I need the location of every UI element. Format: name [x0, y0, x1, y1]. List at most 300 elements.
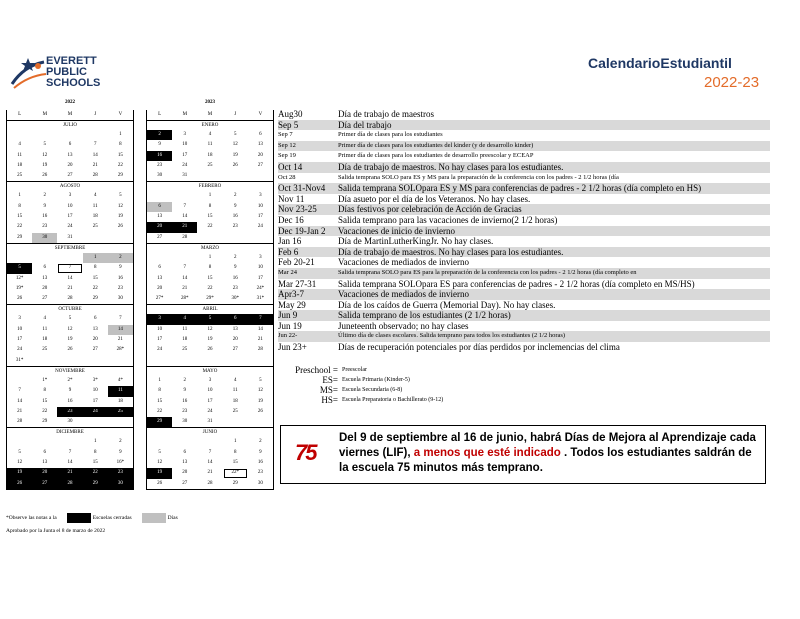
day-cell: 3: [259, 254, 262, 260]
event-row: [278, 236, 770, 247]
day-cell: 7: [248, 314, 273, 324]
day-cell: 31: [182, 173, 188, 179]
day-cell: 12*: [15, 275, 24, 281]
day-cell: [83, 356, 108, 366]
day-cell: 1: [233, 439, 237, 445]
day-cell: 13: [42, 460, 48, 466]
event-row: [278, 120, 770, 131]
day-cell: 19: [257, 398, 263, 404]
day-cell: 30: [117, 296, 123, 302]
event-date: Apr3-7: [278, 289, 304, 300]
day-cell: 21: [207, 470, 213, 476]
week-row: [147, 356, 273, 366]
day-cell: 20: [182, 470, 188, 476]
month-block: [7, 121, 133, 182]
week-row: [147, 274, 273, 284]
day-cell: [197, 171, 222, 181]
day-cell: 6: [147, 202, 172, 212]
key-value: Escuela Secundaria (6-8): [342, 387, 403, 393]
day-cell: 6: [183, 449, 187, 455]
day-cell: 20: [147, 222, 172, 232]
week-row: [147, 386, 273, 396]
day-cell: [108, 356, 133, 366]
month-name: OCTUBRE: [58, 307, 82, 313]
event-row: [278, 194, 770, 205]
day-cell: [108, 233, 133, 243]
day-cell: 14: [182, 214, 188, 220]
day-cell: 14: [182, 275, 188, 281]
day-cell: [197, 356, 222, 366]
day-cell: [57, 437, 82, 447]
day-cell: 14: [92, 152, 98, 158]
event-date: Aug30: [278, 109, 303, 119]
event-text: Día de trabajo de maestros. No hay clases para los estudiantes.: [338, 161, 564, 172]
day-cell: 14: [67, 460, 73, 466]
day-cell: 23: [257, 470, 263, 476]
month-name: ABRIL: [202, 307, 218, 313]
day-cell: 28: [207, 480, 213, 486]
day-cell: 21: [92, 162, 98, 168]
month-name: JUNIO: [202, 430, 218, 436]
day-cell: 3*: [92, 377, 98, 383]
week-row: [147, 458, 273, 468]
day-cell: 28: [182, 234, 188, 240]
day-cell: 9: [158, 142, 161, 148]
day-cell: [172, 437, 197, 447]
day-cell: 12: [232, 142, 238, 148]
day-cell: [7, 376, 32, 386]
day-cell: 8: [18, 203, 21, 209]
day-cell: 25: [232, 408, 238, 414]
day-cell: 2: [119, 439, 122, 445]
day-cell: 7: [57, 263, 82, 273]
day-cell: 1: [208, 193, 212, 199]
month-block: [7, 244, 133, 305]
day-cell: 13: [232, 326, 238, 332]
event-text: Primer día de clases para los estudiantes del kinder (y de desarrollo kinder): [338, 141, 534, 149]
day-cell: 10: [17, 326, 23, 332]
day-cell: 14: [67, 275, 73, 281]
day-cell: 2: [233, 193, 237, 199]
day-cell: 24: [257, 224, 263, 230]
day-cell: 6: [223, 314, 248, 324]
day-cell: 21: [172, 222, 197, 232]
day-cell: 20: [67, 162, 73, 168]
event-date: Mar 24: [278, 268, 297, 276]
week-row: [7, 212, 133, 222]
day-cell: 16: [232, 214, 238, 220]
day-cell: 25: [182, 347, 188, 353]
day-cell: 26: [42, 173, 48, 179]
day-cell: 4: [172, 314, 197, 324]
day-cell: 22*: [223, 468, 248, 478]
weekday-label: J: [234, 112, 237, 117]
lif-notice: [280, 425, 766, 484]
week-row: [147, 151, 273, 161]
day-cell: [248, 233, 273, 243]
day-cell: 26: [207, 347, 213, 353]
key-value: Escuela Preparatoria o Bachillerato (9-12): [342, 397, 444, 403]
month-block: [147, 305, 273, 366]
day-cell: 21: [17, 408, 23, 414]
day-cell: 20: [157, 285, 163, 291]
day-cell: 28: [57, 479, 82, 489]
event-date: Jun 23+: [278, 342, 307, 353]
month-block: [147, 244, 273, 305]
day-cell: 5: [119, 193, 122, 199]
event-row: [278, 257, 770, 268]
key-row: [282, 395, 443, 405]
day-cell: 18: [232, 398, 238, 404]
day-cell: 6: [93, 316, 97, 322]
day-cell: 23: [157, 162, 163, 168]
day-cell: 18: [92, 214, 98, 220]
day-cell: 9: [43, 203, 47, 209]
day-cell: 19*: [15, 285, 24, 291]
day-cell: 10: [67, 203, 73, 209]
legend: [6, 513, 178, 523]
event-text: Salida temprana SOLO para ES para la preparación de la conferencia con los padres - 2 1/2 horas (día completo en: [338, 268, 637, 276]
day-cell: 22: [117, 162, 123, 168]
week-row: [7, 345, 133, 355]
event-date: Sep 12: [278, 141, 296, 149]
day-cell: 25: [108, 407, 133, 417]
day-cell: 24: [67, 224, 73, 230]
day-cell: 22: [92, 285, 98, 291]
week-row: [147, 202, 273, 212]
days-swatch: [142, 513, 166, 523]
month-block: [7, 367, 133, 428]
day-cell: 10: [257, 203, 263, 209]
day-cell: 8: [93, 265, 97, 271]
day-cell: 4: [93, 193, 97, 199]
day-cell: [32, 253, 57, 263]
day-cell: 16*: [116, 460, 125, 466]
event-text: Último día de clases escolares. Salida temprano para todos los estudiantes (2 1/2 horas): [338, 332, 566, 340]
key-label: HS=: [321, 395, 338, 405]
event-text: Día del trabajo: [338, 119, 392, 130]
day-cell: 28*: [116, 347, 125, 353]
day-cell: 5: [259, 377, 262, 383]
week-row: [7, 437, 133, 447]
weekday-label: M: [42, 112, 48, 117]
event-text: Día de MartinLutherKingJr. No hay clases.: [338, 236, 494, 247]
day-cell: 5: [43, 142, 47, 148]
day-cell: 17: [257, 214, 263, 220]
weekday-label: L: [158, 112, 162, 117]
school-level-key: [282, 365, 443, 405]
week-row: [147, 253, 273, 263]
day-cell: [32, 130, 57, 140]
week-row: [147, 294, 273, 304]
day-cell: 25: [92, 224, 98, 230]
day-cell: 30: [257, 480, 263, 486]
week-row: [147, 130, 273, 140]
day-cell: 26: [232, 162, 238, 168]
day-cell: 31: [67, 234, 73, 240]
month-name: MARZO: [200, 245, 220, 251]
week-row: [7, 130, 133, 140]
event-row: [278, 183, 770, 194]
week-row: [147, 397, 273, 407]
week-row: [7, 274, 133, 284]
week-row: [7, 253, 133, 263]
day-cell: 9: [119, 265, 122, 271]
day-cell: 11: [17, 152, 23, 158]
75-badge-icon: 75: [295, 440, 316, 465]
event-row: [278, 162, 770, 173]
day-cell: 27: [92, 347, 98, 353]
day-cell: 24: [83, 407, 108, 417]
day-cell: 19: [207, 337, 213, 343]
day-cell: 8: [158, 388, 161, 394]
day-cell: 26: [7, 479, 32, 489]
event-date: Feb 20-21: [278, 257, 315, 268]
day-cell: 24: [17, 347, 23, 353]
day-cell: 27*: [155, 296, 164, 302]
day-cell: [57, 356, 82, 366]
day-cell: 15: [207, 214, 213, 220]
day-cell: 22: [157, 408, 163, 414]
day-cell: 29: [92, 296, 98, 302]
day-cell: 12: [257, 388, 263, 394]
day-cell: 21: [182, 285, 188, 291]
week-row: [147, 417, 273, 427]
day-cell: 6: [259, 132, 262, 137]
event-date: Jan 16: [278, 236, 302, 247]
weekday-label: V: [258, 112, 263, 117]
day-cell: 7: [68, 449, 72, 455]
week-row: [7, 448, 133, 458]
day-cell: 11: [108, 386, 133, 396]
event-text: Día de trabajo de maestros. No hay clases para los estudiantes.: [338, 246, 564, 257]
day-cell: 13: [257, 142, 263, 148]
day-cell: [223, 417, 248, 427]
day-cell: 10: [207, 388, 213, 394]
day-cell: 19: [7, 468, 32, 478]
day-cell: 26: [67, 347, 73, 353]
week-row: [7, 263, 133, 273]
day-cell: [248, 356, 273, 366]
day-cell: 5: [7, 263, 32, 273]
day-cell: [172, 191, 197, 201]
day-cell: 9: [68, 388, 72, 394]
day-cell: 13: [67, 152, 73, 158]
day-cell: 31*: [15, 357, 24, 363]
day-cell: 19: [232, 152, 238, 158]
day-cell: 13: [157, 214, 163, 220]
event-date: Oct 31-Nov4: [278, 183, 326, 194]
event-row: [278, 204, 770, 215]
day-cell: 8: [208, 203, 212, 209]
event-date: Dec 19-Jan 2: [278, 225, 326, 236]
day-cell: 23: [57, 407, 82, 417]
day-cell: 29*: [206, 296, 214, 302]
day-cell: 31*: [256, 296, 265, 302]
day-cell: 1: [83, 253, 108, 263]
logo-text: EVERETT PUBLIC SCHOOLS: [46, 55, 101, 89]
day-cell: 15: [117, 152, 123, 158]
day-cell: [172, 356, 197, 366]
day-cell: 31: [207, 419, 213, 425]
day-cell: 3: [18, 316, 21, 322]
day-cell: 25: [17, 173, 23, 179]
key-row: [282, 365, 443, 375]
day-cell: 22: [17, 224, 23, 230]
day-cell: 15: [232, 460, 238, 466]
day-cell: 9: [183, 388, 187, 394]
day-cell: 23: [108, 468, 133, 478]
day-cell: 24: [182, 162, 188, 168]
legend-days: Días: [167, 515, 178, 521]
event-text: Día asueto por el día de los Veteranos. No hay clases.: [338, 193, 531, 204]
day-cell: [83, 233, 108, 243]
event-date: Feb 6: [278, 246, 299, 257]
day-cell: 15: [157, 398, 163, 404]
month-name: JULIO: [63, 123, 77, 128]
notice-text: Del 9 de septiembre al 16 de junio, habrá Días de Mejora al Aprendizaje cada viernes (LIF), a menos que esté indicado . Todos los estudiantes saldrán de la escuela 75 minutos más temprano.: [339, 432, 756, 474]
day-cell: 15: [17, 214, 23, 220]
day-cell: 12: [42, 152, 48, 158]
event-date: Sep 5: [278, 119, 299, 130]
week-row: [7, 233, 133, 243]
event-date: Mar 27-31: [278, 278, 317, 289]
event-row: [278, 247, 770, 258]
key-value: Preescolar: [342, 367, 367, 373]
month-name: ENERO: [201, 123, 219, 128]
event-date: Jun 9: [278, 310, 298, 321]
day-cell: 29: [42, 419, 48, 425]
day-cell: 28: [92, 173, 98, 179]
closed-swatch: [67, 513, 91, 523]
day-cell: [147, 191, 172, 201]
day-cell: 29: [17, 234, 23, 240]
day-cell: 29: [117, 173, 123, 179]
day-cell: 23: [232, 285, 238, 291]
day-cell: 5: [68, 316, 72, 322]
weekday-header: [147, 110, 273, 121]
day-cell: 17: [157, 337, 163, 343]
day-cell: [197, 437, 222, 447]
day-cell: 27: [257, 162, 263, 168]
day-cell: 13: [92, 326, 98, 332]
event-text: Día de los caídos de Guerra (Memorial Day). No hay clases.: [338, 299, 556, 310]
day-cell: 22: [83, 468, 108, 478]
month-name: MAYO: [202, 368, 218, 374]
day-cell: 14: [207, 460, 213, 466]
event-text: Salida temprano para las vacaciones de invierno(2 1/2 horas): [338, 214, 558, 225]
day-cell: 12: [117, 203, 123, 209]
week-row: [7, 140, 133, 150]
day-cell: 20: [257, 152, 263, 158]
day-cell: 2: [259, 439, 262, 445]
day-cell: 2: [43, 193, 47, 199]
event-text: Vacaciones de mediados de invierno: [338, 289, 469, 300]
week-row: [147, 437, 273, 447]
week-row: [7, 314, 133, 324]
day-cell: 6: [43, 449, 47, 455]
day-cell: 22: [42, 408, 48, 414]
day-cell: 7: [18, 388, 21, 394]
event-text: Primer día de clases para los estudiantes de desarrollo preescolar y ECEAP: [338, 152, 534, 160]
day-cell: 16: [117, 275, 123, 281]
day-cell: 16: [182, 398, 188, 404]
day-cell: 12: [157, 460, 163, 466]
day-cell: 17: [257, 275, 263, 281]
month-name: DICIEMBRE: [56, 430, 84, 436]
day-cell: 8: [119, 142, 122, 148]
event-text: Salida temprana SOLOpara ES para conferencias de padres - 2 1/2 horas (día completo en MS/HS): [338, 278, 695, 289]
day-cell: 4*: [117, 377, 123, 383]
day-cell: 20: [42, 285, 48, 291]
day-cell: [7, 437, 32, 447]
week-row: [147, 335, 273, 345]
event-text: Días de recuperación potenciales por días perdidos por inclemencias del clima: [338, 342, 620, 353]
day-cell: 17: [207, 398, 213, 404]
day-cell: 20: [232, 337, 238, 343]
weekday-label: L: [18, 112, 22, 117]
week-row: [7, 417, 133, 427]
day-cell: 17: [92, 398, 98, 404]
key-value: Escuela Primaria (Kinder-5): [342, 377, 410, 383]
day-cell: 1: [18, 193, 21, 199]
day-cell: 13: [157, 275, 163, 281]
day-cell: 9: [233, 265, 237, 271]
day-cell: 23: [232, 224, 238, 230]
event-text: Salida temprana SOLO para ES y MS para la preparación de la conferencia con los padres - 2 1/2 horas (día: [338, 173, 619, 181]
week-row: [147, 376, 273, 386]
day-cell: [32, 356, 57, 366]
day-cell: 21: [257, 337, 263, 343]
day-cell: 11: [207, 142, 213, 148]
day-cell: 30: [182, 419, 188, 425]
day-cell: 26: [157, 480, 163, 486]
week-row: [7, 335, 133, 345]
day-cell: [57, 130, 82, 140]
event-row: [278, 215, 770, 226]
event-row: [278, 173, 770, 184]
day-cell: 8: [43, 388, 47, 394]
key-label: ES=: [322, 375, 338, 385]
day-cell: 27: [157, 234, 163, 240]
week-row: [7, 151, 133, 161]
month-name: AGOSTO: [59, 184, 81, 190]
day-cell: 9: [233, 203, 237, 209]
day-cell: [108, 417, 133, 427]
month-name: FEBRERO: [198, 184, 222, 190]
event-date: Sep 7: [278, 131, 293, 139]
day-cell: 17: [17, 337, 23, 343]
day-cell: 16: [147, 151, 172, 161]
day-cell: [147, 253, 172, 263]
day-cell: 10: [182, 142, 188, 148]
day-cell: 1: [93, 439, 97, 445]
day-cell: 26: [17, 296, 23, 302]
event-date: Oct 14: [278, 161, 303, 172]
day-cell: 24: [157, 347, 163, 353]
day-cell: 29: [232, 480, 238, 486]
day-cell: 5: [197, 314, 222, 324]
week-row: [7, 191, 133, 201]
week-row: [147, 407, 273, 417]
day-cell: [248, 417, 273, 427]
legend-closed: Escuelas cerradas: [92, 515, 132, 521]
day-cell: 30: [67, 419, 73, 425]
week-row: [147, 222, 273, 232]
week-row: [7, 222, 133, 232]
day-cell: 9: [259, 449, 262, 455]
day-cell: 8: [208, 265, 212, 271]
